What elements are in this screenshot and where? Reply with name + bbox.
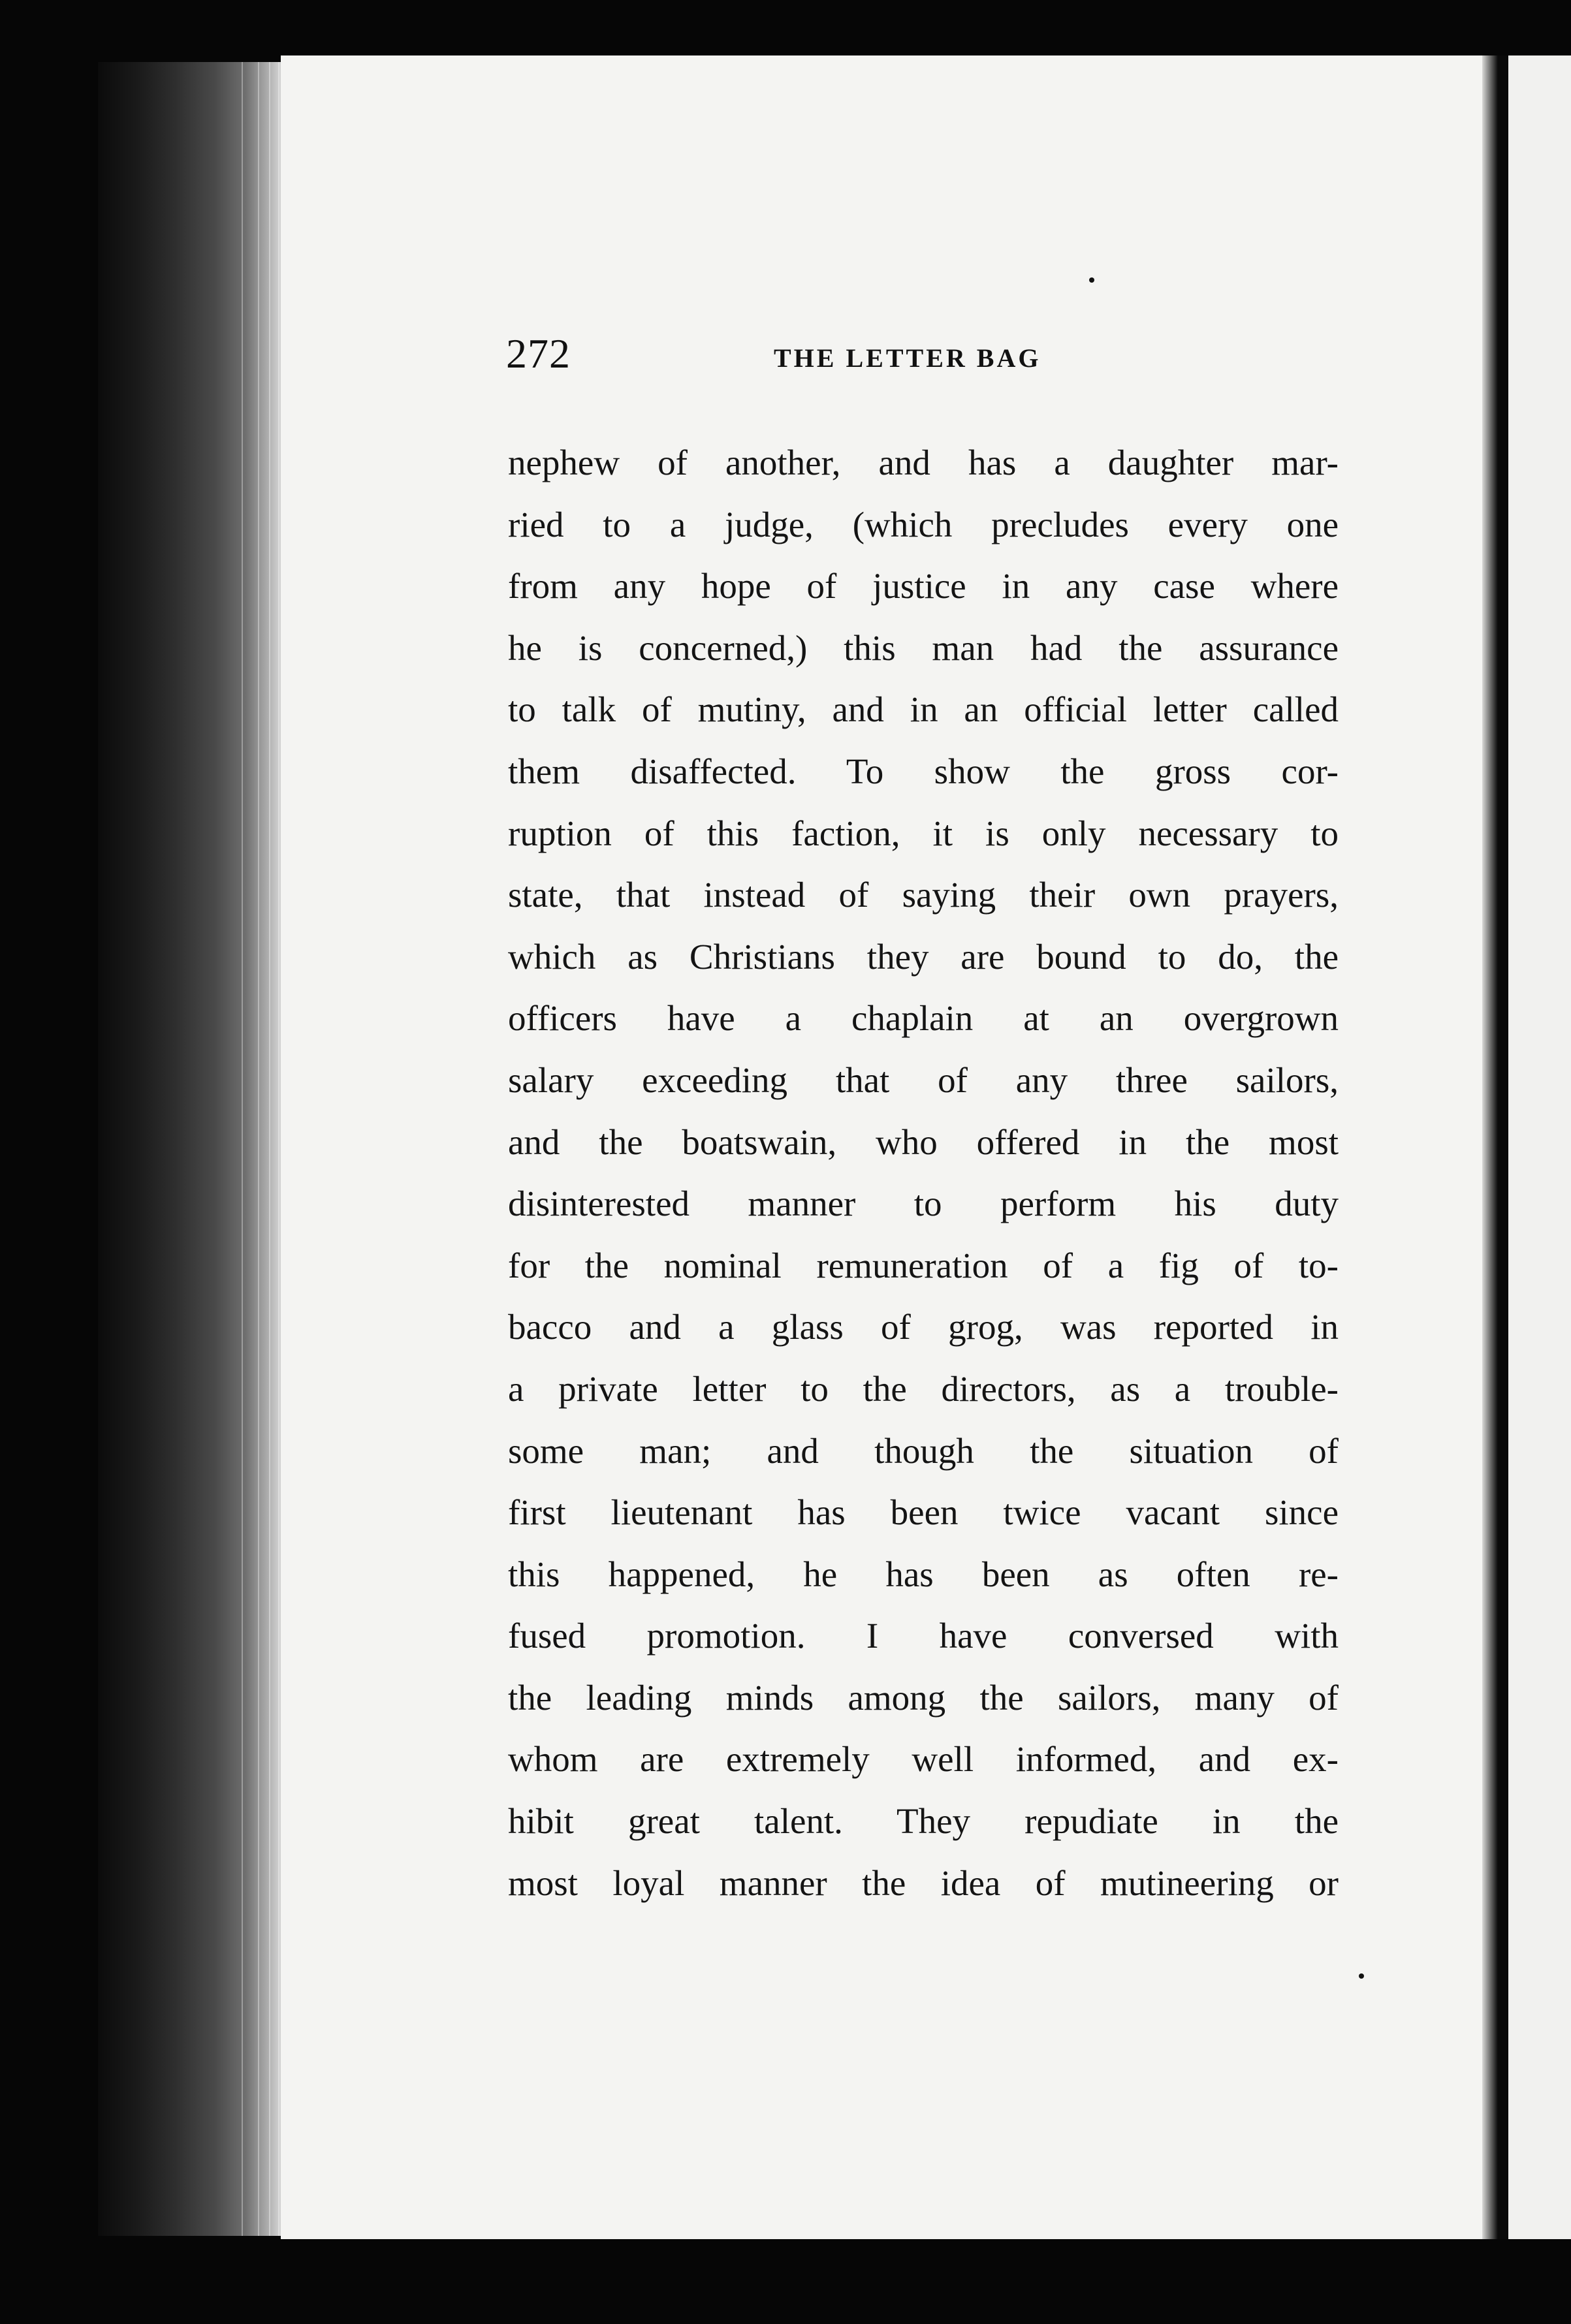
text-line: he is concerned,) this man had the assurance <box>508 627 1339 668</box>
text-line: fused promotion. I have conversed with <box>508 1616 1339 1656</box>
book-page-edges <box>98 62 294 2236</box>
page-edge-line <box>278 62 279 2236</box>
text-line: this happened, he has been as often re- <box>508 1554 1339 1594</box>
text-line: first lieutenant has been twice vacant since <box>508 1492 1339 1533</box>
text-line: state, that instead of saying their own prayers, <box>508 875 1339 915</box>
text-line: ried to a judge, (which precludes every one <box>508 504 1339 544</box>
ink-speck <box>1359 1973 1364 1979</box>
text-line: to talk of mutiny, and in an official letter called <box>508 689 1339 730</box>
text-line: nephew of another, and has a daughter mar- <box>508 443 1339 482</box>
facing-page-strip <box>1508 55 1571 2239</box>
text-line: some man; and though the situation of <box>508 1430 1339 1471</box>
text-line: and the boatswain, who offered in the most <box>508 1122 1339 1162</box>
text-line: ruption of this faction, it is only necessary to <box>508 813 1339 853</box>
text-line: bacco and a glass of grog, was reported in <box>508 1307 1339 1347</box>
running-title: THE LETTER BAG <box>774 343 1041 373</box>
text-line: whom are extremely well informed, and ex- <box>508 1739 1339 1780</box>
page-edge-line <box>269 62 270 2236</box>
text-line: officers have a chaplain at an overgrown <box>508 998 1339 1039</box>
text-line: for the nominal remuneration of a fig of to- <box>508 1245 1339 1285</box>
text-line: hibit great talent. They repudiate in the <box>508 1801 1339 1842</box>
running-head <box>506 330 1342 388</box>
body-text <box>508 432 1339 1914</box>
gutter-shadow <box>1482 55 1508 2239</box>
text-line: a private letter to the directors, as a trouble- <box>508 1368 1339 1409</box>
text-line: most loyal manner the idea of mutineering or <box>508 1862 1339 1903</box>
page-edge-line <box>242 62 243 2236</box>
text-line: the leading minds among the sailors, many of <box>508 1677 1339 1718</box>
text-line: which as Christians they are bound to do, the <box>508 936 1339 977</box>
page-number: 272 <box>506 330 571 377</box>
page-edge-line <box>258 62 259 2236</box>
text-line: them disaffected. To show the gross cor- <box>508 751 1339 791</box>
text-line: disinterested manner to perform his duty <box>508 1184 1339 1224</box>
text-line: salary exceeding that of any three sailors, <box>508 1060 1339 1100</box>
text-line: from any hope of justice in any case where <box>508 566 1339 606</box>
ink-speck <box>1089 277 1094 283</box>
